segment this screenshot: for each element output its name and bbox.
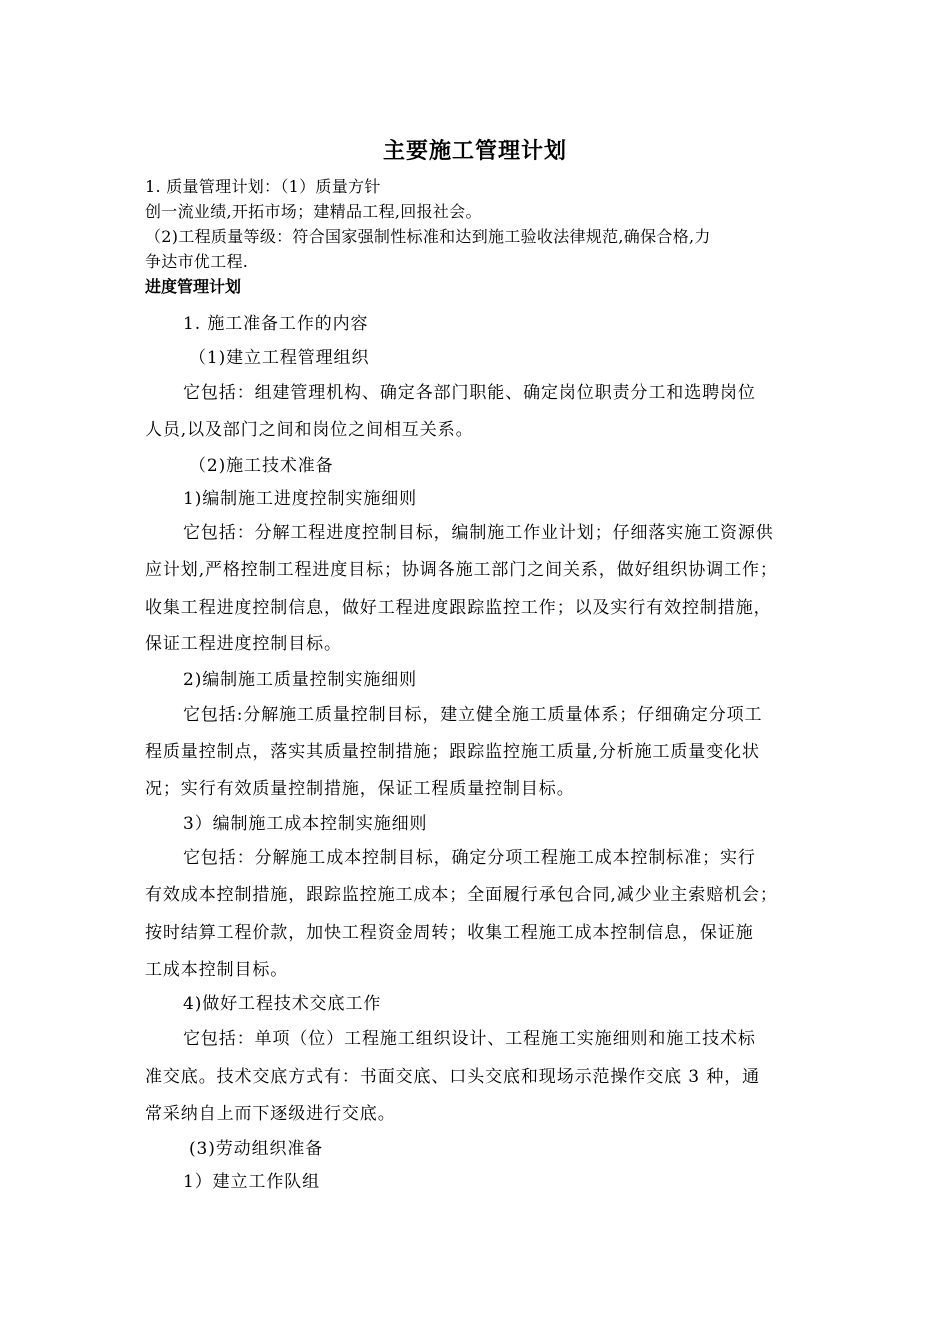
- text-line: 常采纳自上而下逐级进行交底。: [145, 1104, 396, 1124]
- text-line: 1）建立工作队组: [183, 1172, 321, 1192]
- text-line: 况；实行有效质量控制措施，保证工程质量控制目标。: [145, 779, 575, 799]
- text-line: 它包括:分解施工质量控制目标，建立健全施工质量体系；仔细确定分项工: [183, 705, 763, 725]
- text-line: 收集工程进度控制信息，做好工程进度跟踪监控工作；以及实行有效控制措施，: [145, 598, 772, 618]
- text-line: (3)劳动组织准备: [189, 1139, 324, 1159]
- text-line: 它包括：组建管理机构、确定各部门职能、确定岗位职责分工和选聘岗位: [183, 383, 756, 403]
- text-line: 保证工程进度控制目标。: [145, 634, 342, 654]
- text-line: 它包括：单项（位）工程施工组织设计、工程施工实施细则和施工技术标: [183, 1029, 756, 1049]
- text-line: （1)建立工程管理组织: [189, 348, 370, 368]
- text-line: 应计划,严格控制工程进度目标；协调各施工部门之间关系，做好组织协调工作；: [145, 560, 778, 580]
- text-line: 人员,以及部门之间和岗位之间相互关系。: [145, 420, 474, 440]
- text-line: 按时结算工程价款，加快工程资金周转；收集工程施工成本控制信息，保证施: [145, 923, 754, 943]
- text-line: （2)工程质量等级：符合国家强制性标准和达到施工验收法律规范,确保合格,力: [145, 227, 711, 246]
- text-line: 有效成本控制措施，跟踪监控施工成本；全面履行承包合同,减少业主索赔机会；: [145, 885, 778, 905]
- text-line: （2)施工技术准备: [189, 456, 334, 476]
- text-line: 工成本控制目标。: [145, 960, 289, 980]
- text-line: 程质量控制点，落实其质量控制措施；跟踪监控施工质量,分析施工质量变化状: [145, 742, 760, 762]
- text-line: 1. 质量管理计划：（1）质量方针: [145, 177, 381, 196]
- text-line: 3）编制施工成本控制实施细则: [183, 814, 428, 834]
- text-line: 它包括：分解工程进度控制目标，编制施工作业计划；仔细落实施工资源供: [183, 523, 774, 543]
- section-heading: 进度管理计划: [145, 277, 242, 296]
- text-line: 创一流业绩,开拓市场；建精品工程,回报社会。: [145, 202, 482, 221]
- text-line: 1)编制施工进度控制实施细则: [183, 489, 418, 509]
- text-line: 2)编制施工质量控制实施细则: [183, 670, 418, 690]
- text-line: 1. 施工准备工作的内容: [183, 314, 369, 334]
- text-line: 它包括：分解施工成本控制目标，确定分项工程施工成本控制标准；实行: [183, 848, 756, 868]
- text-line: 4)做好工程技术交底工作: [183, 994, 382, 1014]
- document-title: 主要施工管理计划: [382, 138, 567, 164]
- text-line: 争达市优工程.: [145, 252, 249, 271]
- text-line: 准交底。技术交底方式有：书面交底、口头交底和现场示范操作交底 3 种，通: [145, 1067, 761, 1087]
